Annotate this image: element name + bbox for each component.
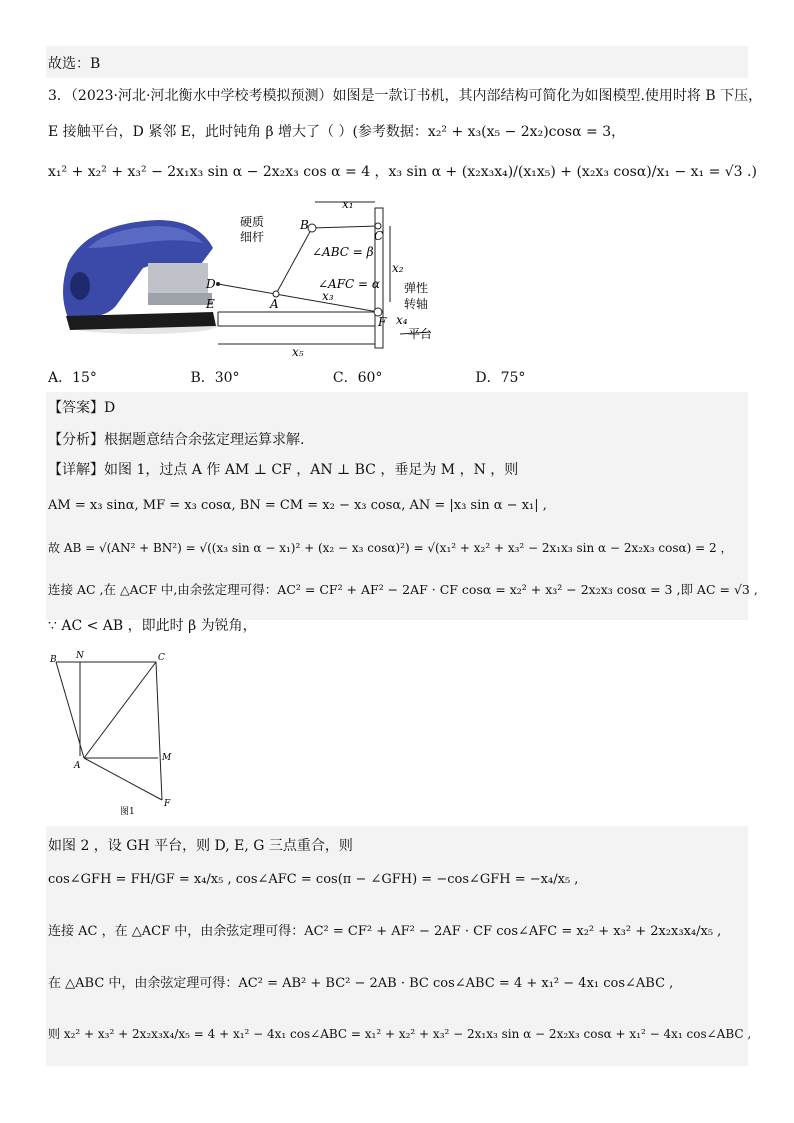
stapler-schematic [200, 196, 450, 358]
label-e: E [206, 297, 215, 311]
option-d: D．75° [475, 370, 526, 386]
stapler-photo [48, 208, 218, 338]
question-stem-1: 如图是一款订书机，其内部结构可简化为如图模型.使用时将 B 下压， [332, 88, 763, 104]
label-f: F [378, 315, 387, 329]
label-angle-abc: ∠ABC = β [312, 245, 374, 259]
label-elastic: 弹性 [404, 281, 429, 295]
figure-1 [48, 650, 178, 820]
label-angle-afc: ∠AFC = α [318, 277, 381, 291]
dim-x4: x₄ [396, 313, 408, 327]
fig1-f: F [164, 799, 171, 809]
label-d: D [206, 277, 216, 291]
detail-10: 则 x₂² + x₃² + 2x₂x₃x₄/x₅ = 4 + x₁² − 4x₁ cos∠ABC = x₁² + x₂² + x₃² − 2x₁x₃ sin α − 2x₂x₃ cosα + x₁² − 4x₁ cos∠ABC , [48, 1027, 752, 1041]
detail-4: 连接 AC ,在 △ACF 中,由余弦定理可得：AC² = CF² + AF² − 2AF · CF cosα = x₂² + x₃² − 2x₂x₃ cosα = 3 ,即 AC = √3 , [48, 582, 758, 597]
answer: 【答案】D [48, 400, 116, 416]
shade-top [46, 46, 748, 78]
label-platform: 平台 [408, 327, 433, 341]
option-c: C．60° [332, 370, 383, 386]
detail-1: 【详解】如图 1，过点 A 作 AM ⊥ CF ，AN ⊥ BC ，垂足为 M ，N ，则 [48, 462, 519, 478]
label-elastic-2: 转轴 [404, 297, 429, 311]
analysis: 【分析】根据题意结合余弦定理运算求解. [48, 432, 305, 448]
dim-x5: x₅ [292, 345, 304, 358]
label-hard-rod-2: 细杆 [240, 230, 265, 244]
label-c: C [374, 229, 384, 243]
question-line-3: x₁² + x₂² + x₃² − 2x₁x₃ sin α − 2x₂x₃ cos α = 4 ，x₃ sin α + (x₂x₃x₄)/(x₁x₅) + (x₂x₃ cosα)/x₁ − x₁ = √3 .) [48, 164, 757, 180]
question-line-1 [48, 86, 762, 106]
detail-7: cos∠GFH = FH/GF = x₄/x₅ , cos∠AFC = cos(π − ∠GFH) = −cos∠GFH = −x₄/x₅ , [48, 872, 579, 887]
fig1-b: B [50, 655, 57, 665]
detail-3: 故 AB = √(AN² + BN²) = √((x₃ sin α − x₁)² + (x₂ − x₃ cosα)²) = √(x₁² + x₂² + x₃² − 2x₁x₃ sin α − 2x₂x₃ cosα) = 2 ， [48, 541, 733, 555]
question-number: 3． [48, 88, 71, 104]
detail-8: 连接 AC ，在 △ACF 中，由余弦定理可得：AC² = CF² + AF² − 2AF · CF cos∠AFC = x₂² + x₃² + 2x₂x₃x₄/x₅ , [48, 924, 722, 939]
options-row [48, 368, 613, 388]
dim-x1: x₁ [342, 197, 354, 211]
detail-5: ∵ AC < AB ，即此时 β 为锐角， [48, 618, 257, 634]
label-b: B [300, 218, 309, 232]
label-hard-rod: 硬质 [240, 215, 265, 229]
detail-2: AM = x₃ sinα, MF = x₃ cosα, BN = CM = x₂ − x₃ cosα, AN = |x₃ sin α − x₁| , [48, 498, 547, 513]
fig1-n: N [76, 651, 84, 661]
detail-9: 在 △ABC 中，由余弦定理可得：AC² = AB² + BC² − 2AB · BC cos∠ABC = 4 + x₁² − 4x₁ cos∠ABC , [48, 976, 674, 991]
option-b: B．30° [190, 370, 240, 386]
question-source: （2023·河北·河北衡水中学校考模拟预测） [70, 88, 333, 104]
prev-answer: 故选：B [48, 56, 101, 72]
option-a: A．15° [48, 370, 97, 386]
dim-x3: x₃ [322, 289, 334, 303]
detail-6: 如图 2 ，设 GH 平台，则 D, E, G 三点重合，则 [48, 838, 353, 854]
question-line-2: E 接触平台，D 紧邻 E，此时钝角 β 增大了（ ）(参考数据：x₂² + x₃(x₅ − 2x₂)cosα = 3， [48, 124, 626, 140]
fig1-c: C [158, 653, 165, 663]
fig1-caption: 图1 [120, 807, 135, 817]
fig1-m: M [162, 753, 172, 763]
fig1-a: A [74, 761, 81, 771]
dim-x2: x₂ [392, 261, 404, 275]
label-a: A [270, 297, 279, 311]
